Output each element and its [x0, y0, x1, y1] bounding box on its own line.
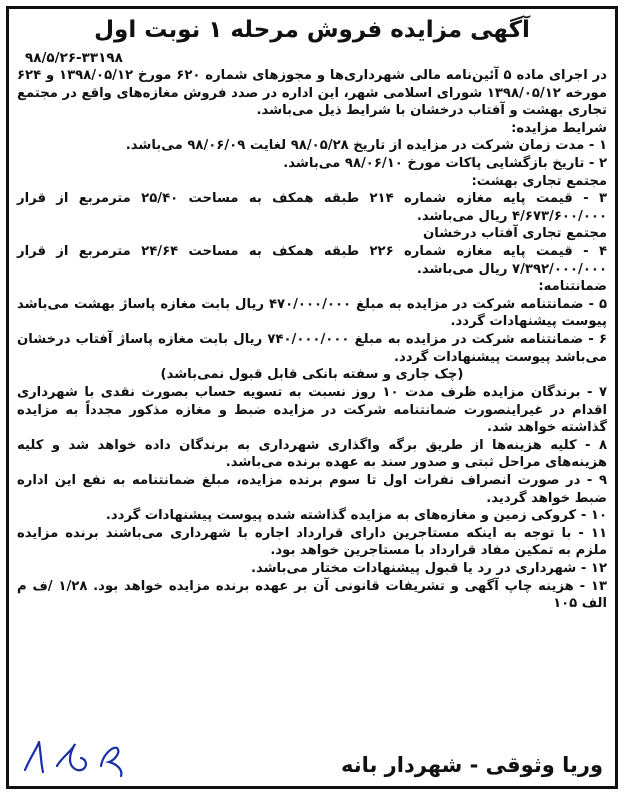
guarantee-heading: ضمانتنامه:	[538, 279, 607, 295]
condition-item-10: ۱۰ - کروکی زمین و مغازه‌های به مزایده گذاشته شده پیوست پیشنهادات گردد.	[105, 508, 607, 524]
mayor-signature: وریا وثوقی - شهردار بانه	[340, 753, 603, 777]
complex-aftab-heading: مجتمع تجاری آفتاب درخشان	[423, 226, 607, 242]
advertisement-frame	[6, 6, 618, 789]
page-title: آگهی مزایده فروش مرحله ۱ نوبت اول	[94, 17, 530, 43]
condition-item-9: ۹ - در صورت انصراف نفرات اول تا سوم برنده مزایده، مبلغ ضمانتنامه به نفع این اداره ضبط خواهد گردید.	[17, 473, 607, 506]
condition-item-7: ۷ - برندگان مزایده ظرف مدت ۱۰ روز نسبت به تسویه حساب بصورت نقدی با شهرداری اقدام در غیراینصورت ضمانتنامه شرکت در مزایده ضبط و مغازه مذکور مجدداً به مزایده گذاشته خواهد شد.	[17, 385, 607, 436]
condition-item-2: ۲ - تاریخ بازگشایی پاکات مورخ ۹۸/۰۶/۱۰ می‌باشد.	[283, 155, 607, 171]
condition-item-12: ۱۲ - شهرداری در رد یا قبول پیشنهادات مختار می‌باشد.	[250, 561, 607, 577]
handwritten-number	[17, 736, 137, 780]
condition-item-8: ۸ - کلیه هزینه‌ها از طریق برگه واگذاری شهرداری به برندگان داده خواهد شد و کلیه هزینه‌های مراحل ثبتی و صدور سند به عهده برنده می‌باشد.	[17, 437, 607, 471]
cheque-note: (چک جاری و سفته بانکی قابل قبول نمی‌باشد)	[160, 367, 464, 383]
intro-paragraph: در اجرای ماده ۵ آئین‌نامه مالی شهرداری‌ها و مجوزهای شماره ۶۲۰ مورخ ۱۳۹۸/۰۵/۱۲ و ۶۲۴ مورخه ۱۳۹۸/۰۵/۱۲ شورای اسلامی شهر، این اداره در صدد فروش مغازه‌های واقع در مجتمع تجاری بهشت و آفتاب درخشان با شرایط ذیل می‌باشد.	[17, 68, 607, 119]
reference-number: ۹۸/۵/۲۶-۳۳۱۹۸	[25, 50, 123, 66]
condition-item-13: ۱۳ - هزینه چاپ آگهی و تشریفات قانونی آن بر عهده برنده مزایده خواهد بود. ۱/۲۸ /ف م الف ۱۰۵	[17, 578, 607, 612]
condition-item-1: ۱ - مدت زمان شرکت در مزایده از تاریخ ۹۸/۰۵/۲۸ لغایت ۹۸/۰۶/۰۹ می‌باشد.	[125, 138, 607, 154]
footer	[17, 736, 607, 780]
condition-item-3: ۳ - قیمت پایه مغازه شماره ۲۱۴ طبقه همکف به مساحت ۲۵/۴۰ مترمربع از قرار ۴/۶۷۳/۶۰۰/۰۰۰ ریال می‌باشد.	[17, 191, 607, 224]
condition-item-5: ۵ - ضمانتنامه شرکت در مزایده به مبلغ ۴۷۰/۰۰۰/۰۰۰ ریال بابت مغازه پاساژ بهشت می‌باشد پیوست پیشنهادات گردد.	[17, 296, 607, 330]
complex-behesht-heading: مجتمع تجاری بهشت:	[471, 173, 607, 189]
condition-item-4: ۴ - قیمت پایه مغازه شماره ۲۲۶ طبقه همکف به مساحت ۲۴/۶۴ مترمربع از قرار ۷/۳۹۲/۰۰۰/۰۰۰ ریال می‌باشد.	[17, 243, 607, 277]
conditions-heading: شرایط مزایده:	[511, 120, 607, 136]
condition-item-6: ۶ - ضمانتنامه شرکت در مزایده به مبلغ ۷۴۰/۰۰۰/۰۰۰ ریال بابت مغازه پاساژ آفتاب درخشان می‌باشد پیوست پیشنهادات گردد.	[17, 331, 607, 365]
condition-item-11: ۱۱ - با توجه به اینکه مستاجرین دارای قرارداد اجاره با شهرداری می‌باشند برنده مزایده ملزم به تمکین مفاد قرارداد با مستاجرین خواهد بود.	[17, 525, 607, 559]
